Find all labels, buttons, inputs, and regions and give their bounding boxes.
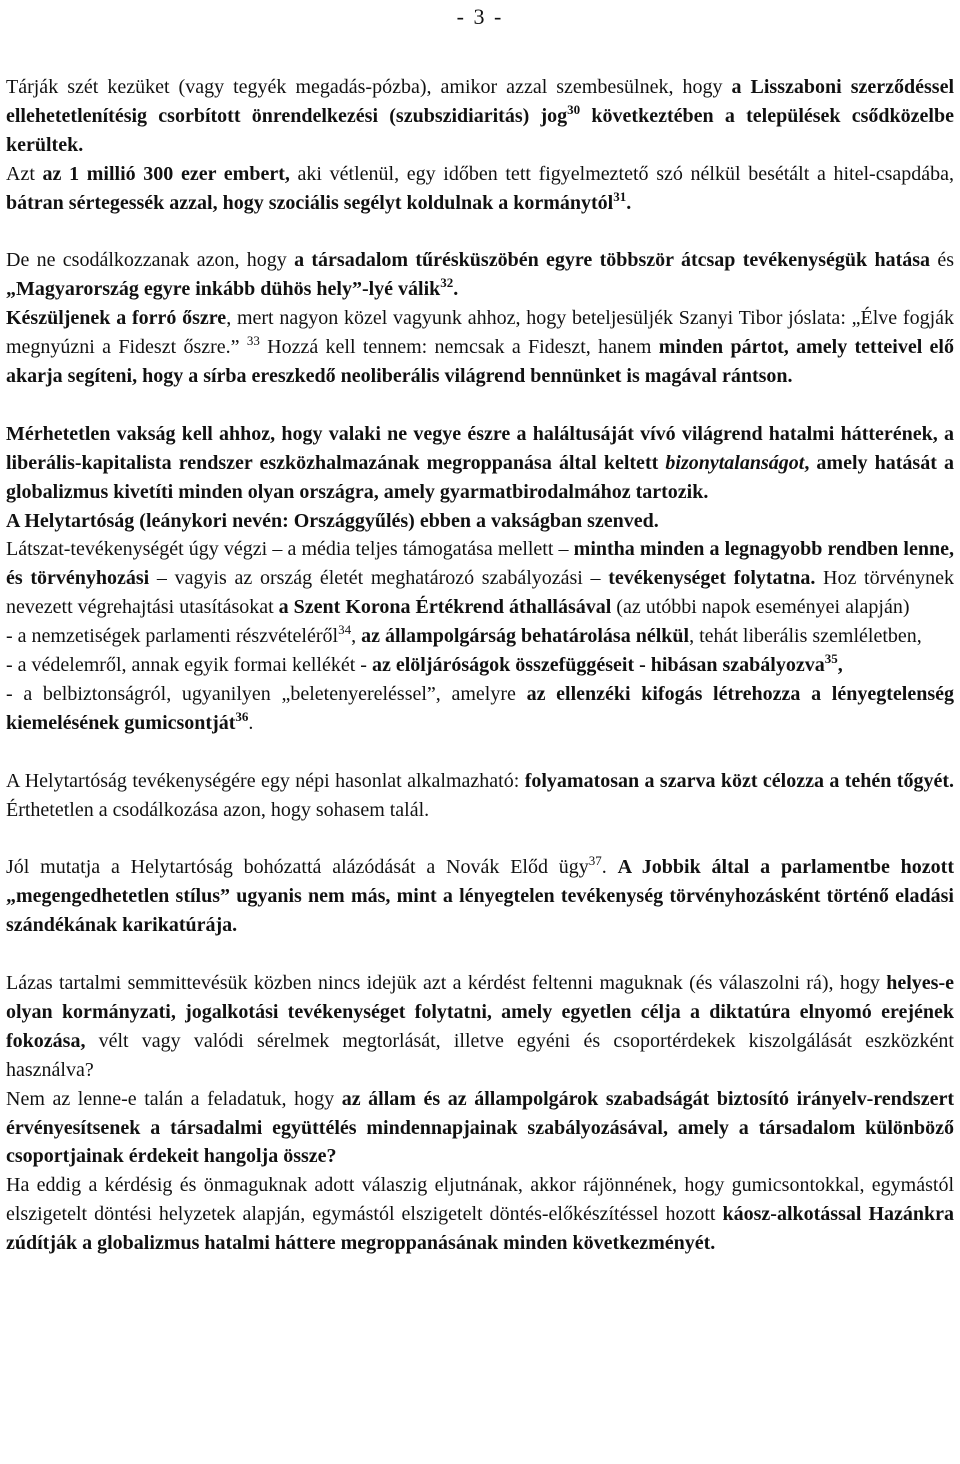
text-run: Jól mutatja a Helytartóság bohózattá alázódását a Novák Előd ügy [6,856,589,879]
footnote-ref: 31 [613,188,627,204]
text-run: De ne csodálkozzanak azon, hogy [6,249,295,272]
paragraph-spacer [6,825,954,854]
paragraph [6,1171,954,1258]
text-run: Tárják szét kezüket (vagy tegyék megadás-pózba), amikor azzal szembesülnek, hogy [6,76,732,98]
footnote-ref: 36 [235,708,249,724]
text-run: , tehát liberális szemléletben, [689,625,922,648]
text-run: következtében a települések csődközelbe kerültek. [6,104,954,156]
text-run: . [601,856,618,879]
text-run: (az utóbbi napok eseményei alapján) [611,596,910,619]
text-run: . [248,711,254,734]
text-run: a Lisszaboni szerződéssel ellehetetlenítésig csorbított önrendelkezési (szubszidiaritás) jog [6,76,954,127]
text-run: Hoz törvénynek nevezett végrehajtási utasításokat [6,567,954,619]
text-run: az elöljáróságok összefüggéseit - hibásan szabályozva [371,654,825,677]
paragraph-spacer [6,738,954,767]
paragraph-spacer [6,391,954,420]
text-run: , [837,654,843,677]
text-run: Hozzá kell tennem: nemcsak a Fideszt, hanem [259,336,659,359]
text-run: – vagyis az ország életét meghatározó szabályozási – [149,567,609,590]
text-run: helyes-e olyan kormányzati, jogalkotási tevékenységet folytatni, amely egyetlen célja a diktatúra elnyomó erejének fokozása, [6,972,954,1052]
text-run: „Magyarország egyre inkább dühös hely”-lyé válik [6,278,441,301]
paragraph [6,507,954,536]
text-run: minden pártot, amely tetteivel elő akarja segíteni, hogy a sírba ereszkedő neoliberális világrend bennünket is magával rántson. [6,336,954,388]
footnote-ref: 35 [824,651,838,667]
footnote-ref: 37 [588,853,602,869]
text-run: a Szent Korona Értékrend áthallásával [278,596,612,619]
text-run: A Helytartóság (leánykori nevén: Országgyűlés) ebben a vakságban szenved. [6,509,659,532]
text-run: . [453,278,459,301]
text-run: . [626,191,632,214]
footnote-ref: 34 [338,622,352,638]
text-run: folyamatosan a szarva közt célozza a tehén tőgyét. [524,769,955,792]
text-run: , [351,625,362,648]
text-run: Mérhetetlen vakság kell ahhoz, hogy valaki ne vegye észre a haláltusáját vívó világrend hatalmi hátterének, a liberális-kapitalista rendszer eszközhalmazának megroppanása által keltett [6,422,954,474]
text-run: Készüljenek a forró őszre [6,307,227,330]
paragraph [6,73,954,160]
paragraph [6,1085,954,1172]
text-run: bizonytalanságot [665,451,805,474]
text-run: és [930,249,954,272]
text-run: vélt vagy valódi sérelmek megtorlását, illetve egyéni és csoportérdekek kiszolgálását eszközként használva? [6,1029,954,1081]
text-run: Azt [6,162,43,185]
text-run: A Jobbik által a parlamentbe hozott „megengedhetetlen stílus” ugyanis nem más, mint a lényegtelen tevékenység törvényhozásként történő eladási szándékának karikatúrája. [6,856,954,937]
text-run: - a belbiztonságról, ugyanilyen „beletenyereléssel”, amelyre [6,683,527,705]
paragraph [6,535,954,622]
footnote-ref: 33 [246,333,260,349]
footnote-ref: 30 [567,101,581,117]
body-text [6,73,954,1258]
text-run: Nem az lenne-e talán a feladatuk, hogy [6,1087,342,1110]
paragraph-spacer [6,218,954,247]
paragraph [6,767,954,825]
text-run: az 1 millió 300 ezer embert, [42,162,290,185]
paragraph [6,969,954,1085]
text-run: káosz-alkotással Hazánkra zúdítják a globalizmus hatalmi háttere megroppanásának minden következményét. [6,1203,955,1255]
text-run: bátran sértegessék azzal, hogy szociális segélyt koldulnak a kormánytól [6,191,614,214]
text-run: Látszat-tevékenységét úgy végzi – a média teljes támogatása mellett – [6,538,574,561]
text-run: a társadalom tűrésküszöbén egyre többször átcsap tevékenységük hatása [294,249,931,272]
text-run: - a nemzetiségek parlamenti részvételéről [6,625,339,648]
footnote-ref: 32 [440,275,454,291]
paragraph [6,651,954,680]
text-run: mintha minden a legnagyobb rendben lenne, és törvényhozási [6,538,954,590]
text-run: A Helytartóság tevékenységére egy népi hasonlat alkalmazható: [6,769,525,792]
text-run: - a védelemről, annak egyik formai kellékét - [6,654,372,677]
paragraph [6,160,954,218]
page-number: - 3 - [456,4,504,29]
paragraph-spacer [6,940,954,969]
paragraph [6,246,954,304]
text-run: Ha eddig a kérdésig és önmaguknak adott válaszig eljutnának, akkor rájönnének, hogy gumicsontokkal, egymástól elszigetelt döntési helyzetek alapján, egymástól elszigetelt döntés-előkészítéssel hozott [6,1174,954,1226]
paragraph [6,304,954,391]
text-run: , amely hatását a globalizmus kivetíti minden olyan országra, amely gyarmatbirodalmához tartozik. [6,451,954,503]
text-run: az állampolgárság behatárolása nélkül [361,625,690,648]
paragraph [6,853,954,940]
text-run: az állam és az állampolgárok szabadságát biztosító irányelv-rendszert érvényesítsenek a társadalmi együttélés mindennapjainak szabályozásával, amely a társadalom különböző csoportjainak érdekeit hangolja össze? [6,1087,954,1168]
text-run: , mert nagyon közel vagyunk ahhoz, hogy beteljesüljék Szanyi Tibor jóslata: „Élve fogják megnyúzni a Fideszt őszre.” [6,307,955,359]
paragraph [6,622,954,651]
text-run: Lázas tartalmi semmittevésük közben nincs idejük azt a kérdést feltenni maguknak (és válaszolni rá), hogy [6,972,887,995]
text-run: tevékenységet folytatna. [608,567,816,590]
text-run: az ellenzéki kifogás létrehozza a lényegtelenség kiemelésének gumicsontját [6,683,954,734]
text-run: Érthetetlen a csodálkozása azon, hogy sohasem talál. [6,798,430,821]
text-run: aki vétlenül, egy időben tett figyelmeztető szó nélkül besétált a hitel-csapdába, [289,162,954,185]
paragraph [6,680,954,738]
paragraph [6,420,954,507]
